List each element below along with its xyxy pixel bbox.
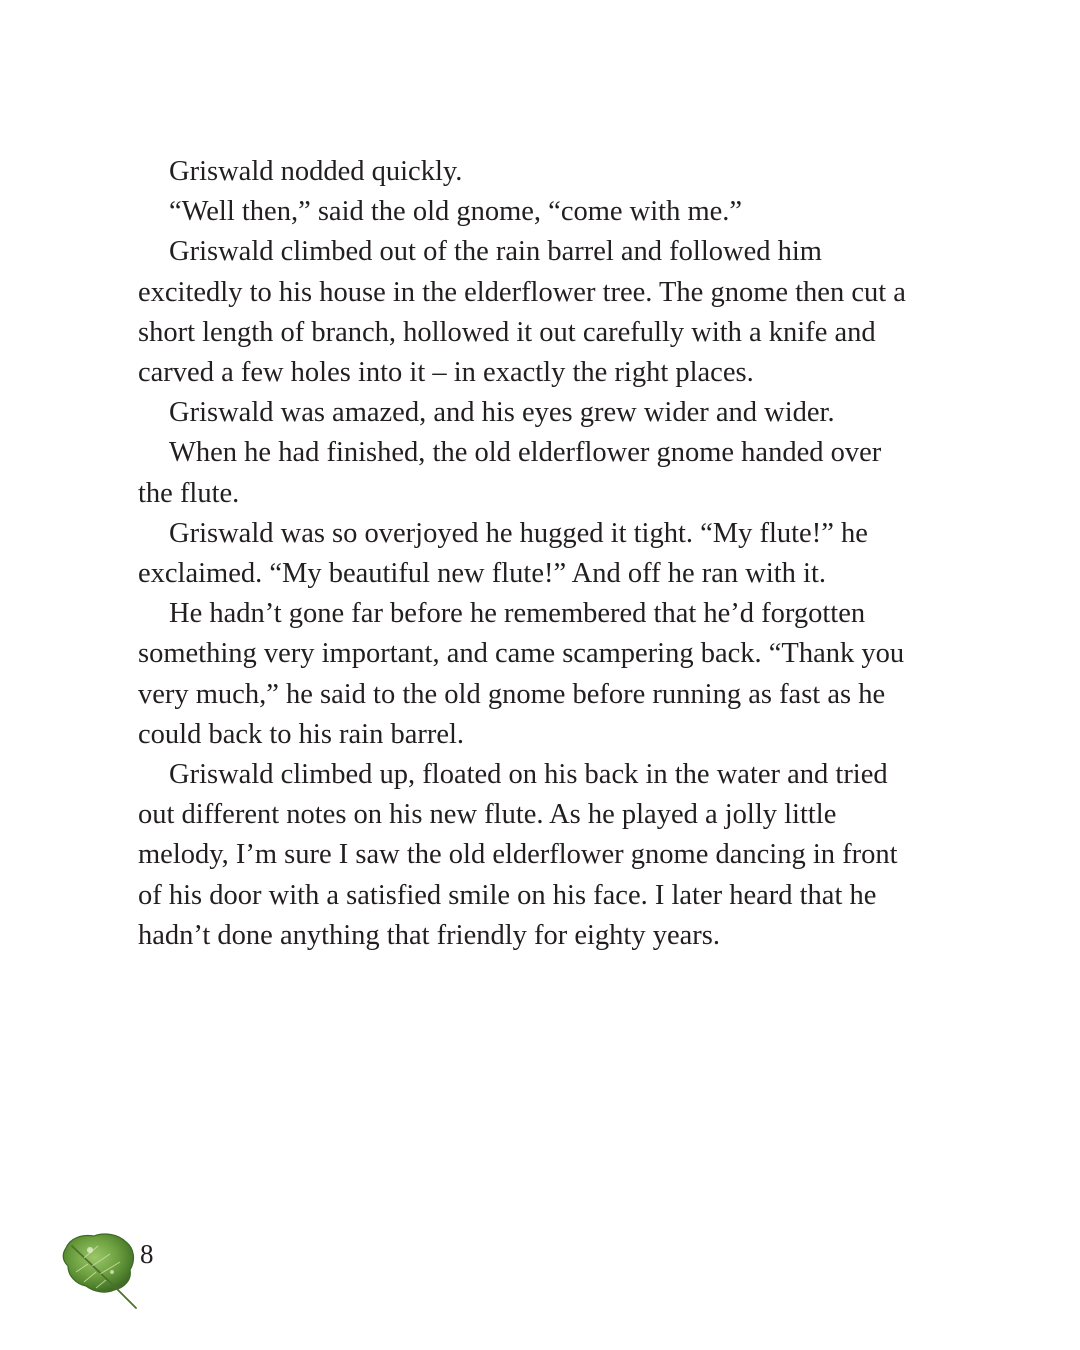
page-number: 8	[140, 1239, 154, 1269]
paragraph: “Well then,” said the old gnome, “come with me.”	[169, 196, 743, 228]
paragraph: When he had finished, the old elderflower gnome handed over the flute.	[138, 437, 882, 509]
paragraph: Griswald was so overjoyed he hugged it tight. “My flute!” he exclaimed. “My beautiful new flute!” And off he ran with it.	[138, 517, 868, 590]
page-footer	[60, 1228, 200, 1318]
paragraph: Griswald climbed out of the rain barrel and followed him excitedly to his house in the elderflower tree. The gnome then cut a short length of branch, hollowed it out carefully with a knife and carved a few holes into it – in exactly the right places.	[138, 236, 906, 389]
paragraph: Griswald climbed up, floated on his back in the water and tried out different notes on his new flute. As he played a jolly little melody, I’m sure I saw the old elderflower gnome dancing in front of his door with a satisfied smile on his face. I later heard that he hadn’t done anything that friendly for eighty years.	[138, 759, 898, 951]
leaf-icon	[60, 1228, 142, 1312]
paragraph: Griswald was amazed, and his eyes grew wider and wider.	[169, 397, 835, 429]
paragraph: He hadn’t gone far before he remembered that he’d forgotten something very important, and came scampering back. “Thank you very much,” he said to the old gnome before running as fast as he could back to his rain barrel.	[138, 598, 905, 750]
paragraph: Griswald nodded quickly.	[169, 156, 463, 187]
story-text	[138, 152, 913, 956]
